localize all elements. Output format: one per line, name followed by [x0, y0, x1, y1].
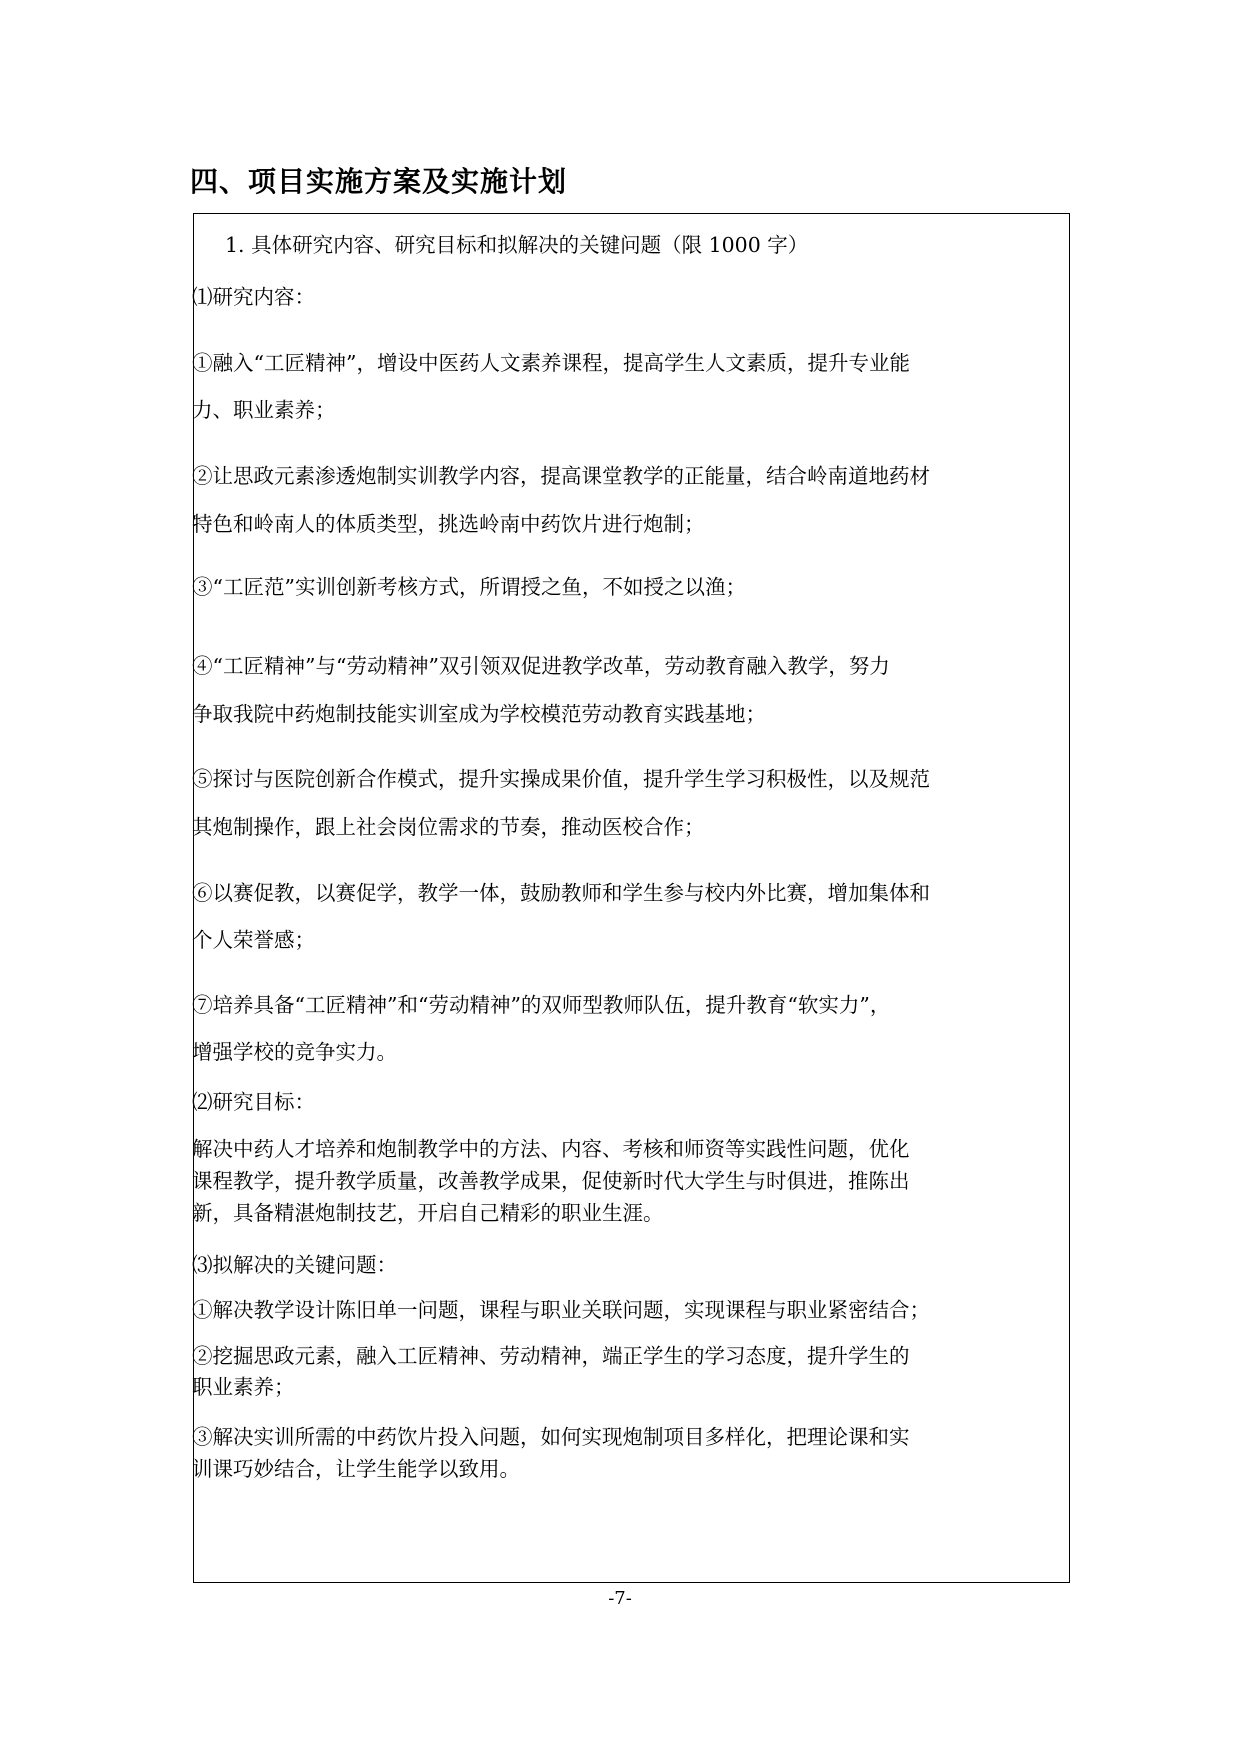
- problem-line: ②挖掘思政元素，融入工匠精神、劳动精神，端正学生的学习态度，提升学生的: [192, 1344, 910, 1368]
- content-line: ①融入“工匠精神”，增设中医药人文素养课程，提高学生人文素质，提升专业能: [192, 351, 910, 375]
- page-number: -7-: [608, 1588, 632, 1609]
- subsection-heading: 1. 具体研究内容、研究目标和拟解决的关键问题（限 1000 字）: [225, 233, 809, 257]
- problem-line: ③解决实训所需的中药饮片投入问题，如何实现炮制项目多样化，把理论课和实: [192, 1425, 910, 1449]
- content-label: ⑴研究内容：: [192, 285, 315, 309]
- content-line: ④“工匠精神”与“劳动精神”双引领双促进教学改革，劳动教育融入教学，努力: [192, 654, 890, 678]
- goal-label: ⑵研究目标：: [192, 1090, 315, 1114]
- problem-line: 职业素养；: [192, 1375, 295, 1399]
- content-line: ③“工匠范”实训创新考核方式，所谓授之鱼，不如授之以渔；: [192, 575, 746, 599]
- content-line: 争取我院中药炮制技能实训室成为学校模范劳动教育实践基地；: [192, 702, 766, 726]
- content-line: 其炮制操作，跟上社会岗位需求的节奏，推动医校合作；: [192, 815, 705, 839]
- content-line: ⑥以赛促教，以赛促学，教学一体，鼓励教师和学生参与校内外比赛，增加集体和: [192, 881, 930, 905]
- problem-line: ①解决教学设计陈旧单一问题，课程与职业关联问题，实现课程与职业紧密结合；: [192, 1298, 930, 1322]
- content-line: 特色和岭南人的体质类型，挑选岭南中药饮片进行炮制；: [192, 512, 705, 536]
- content-line: 个人荣誉感；: [192, 928, 315, 952]
- goal-line: 解决中药人才培养和炮制教学中的方法、内容、考核和师资等实践性问题，优化: [192, 1137, 910, 1161]
- problem-line: 训课巧妙结合，让学生能学以致用。: [192, 1457, 520, 1481]
- goal-line: 新，具备精湛炮制技艺，开启自己精彩的职业生涯。: [192, 1201, 664, 1225]
- section-title: 四、项目实施方案及实施计划: [190, 165, 568, 198]
- content-line: 力、职业素养；: [192, 398, 336, 422]
- problems-label: ⑶拟解决的关键问题：: [192, 1253, 397, 1277]
- goal-line: 课程教学，提升教学质量，改善教学成果，促使新时代大学生与时俱进，推陈出: [192, 1169, 910, 1193]
- content-line: 增强学校的竞争实力。: [192, 1040, 397, 1064]
- content-line: ⑤探讨与医院创新合作模式，提升实操成果价值，提升学生学习积极性，以及规范: [192, 767, 930, 791]
- content-line: ②让思政元素渗透炮制实训教学内容，提高课堂教学的正能量，结合岭南道地药材: [192, 464, 930, 488]
- content-line: ⑦培养具备“工匠精神”和“劳动精神”的双师型教师队伍，提升教育“软实力”，: [192, 993, 891, 1017]
